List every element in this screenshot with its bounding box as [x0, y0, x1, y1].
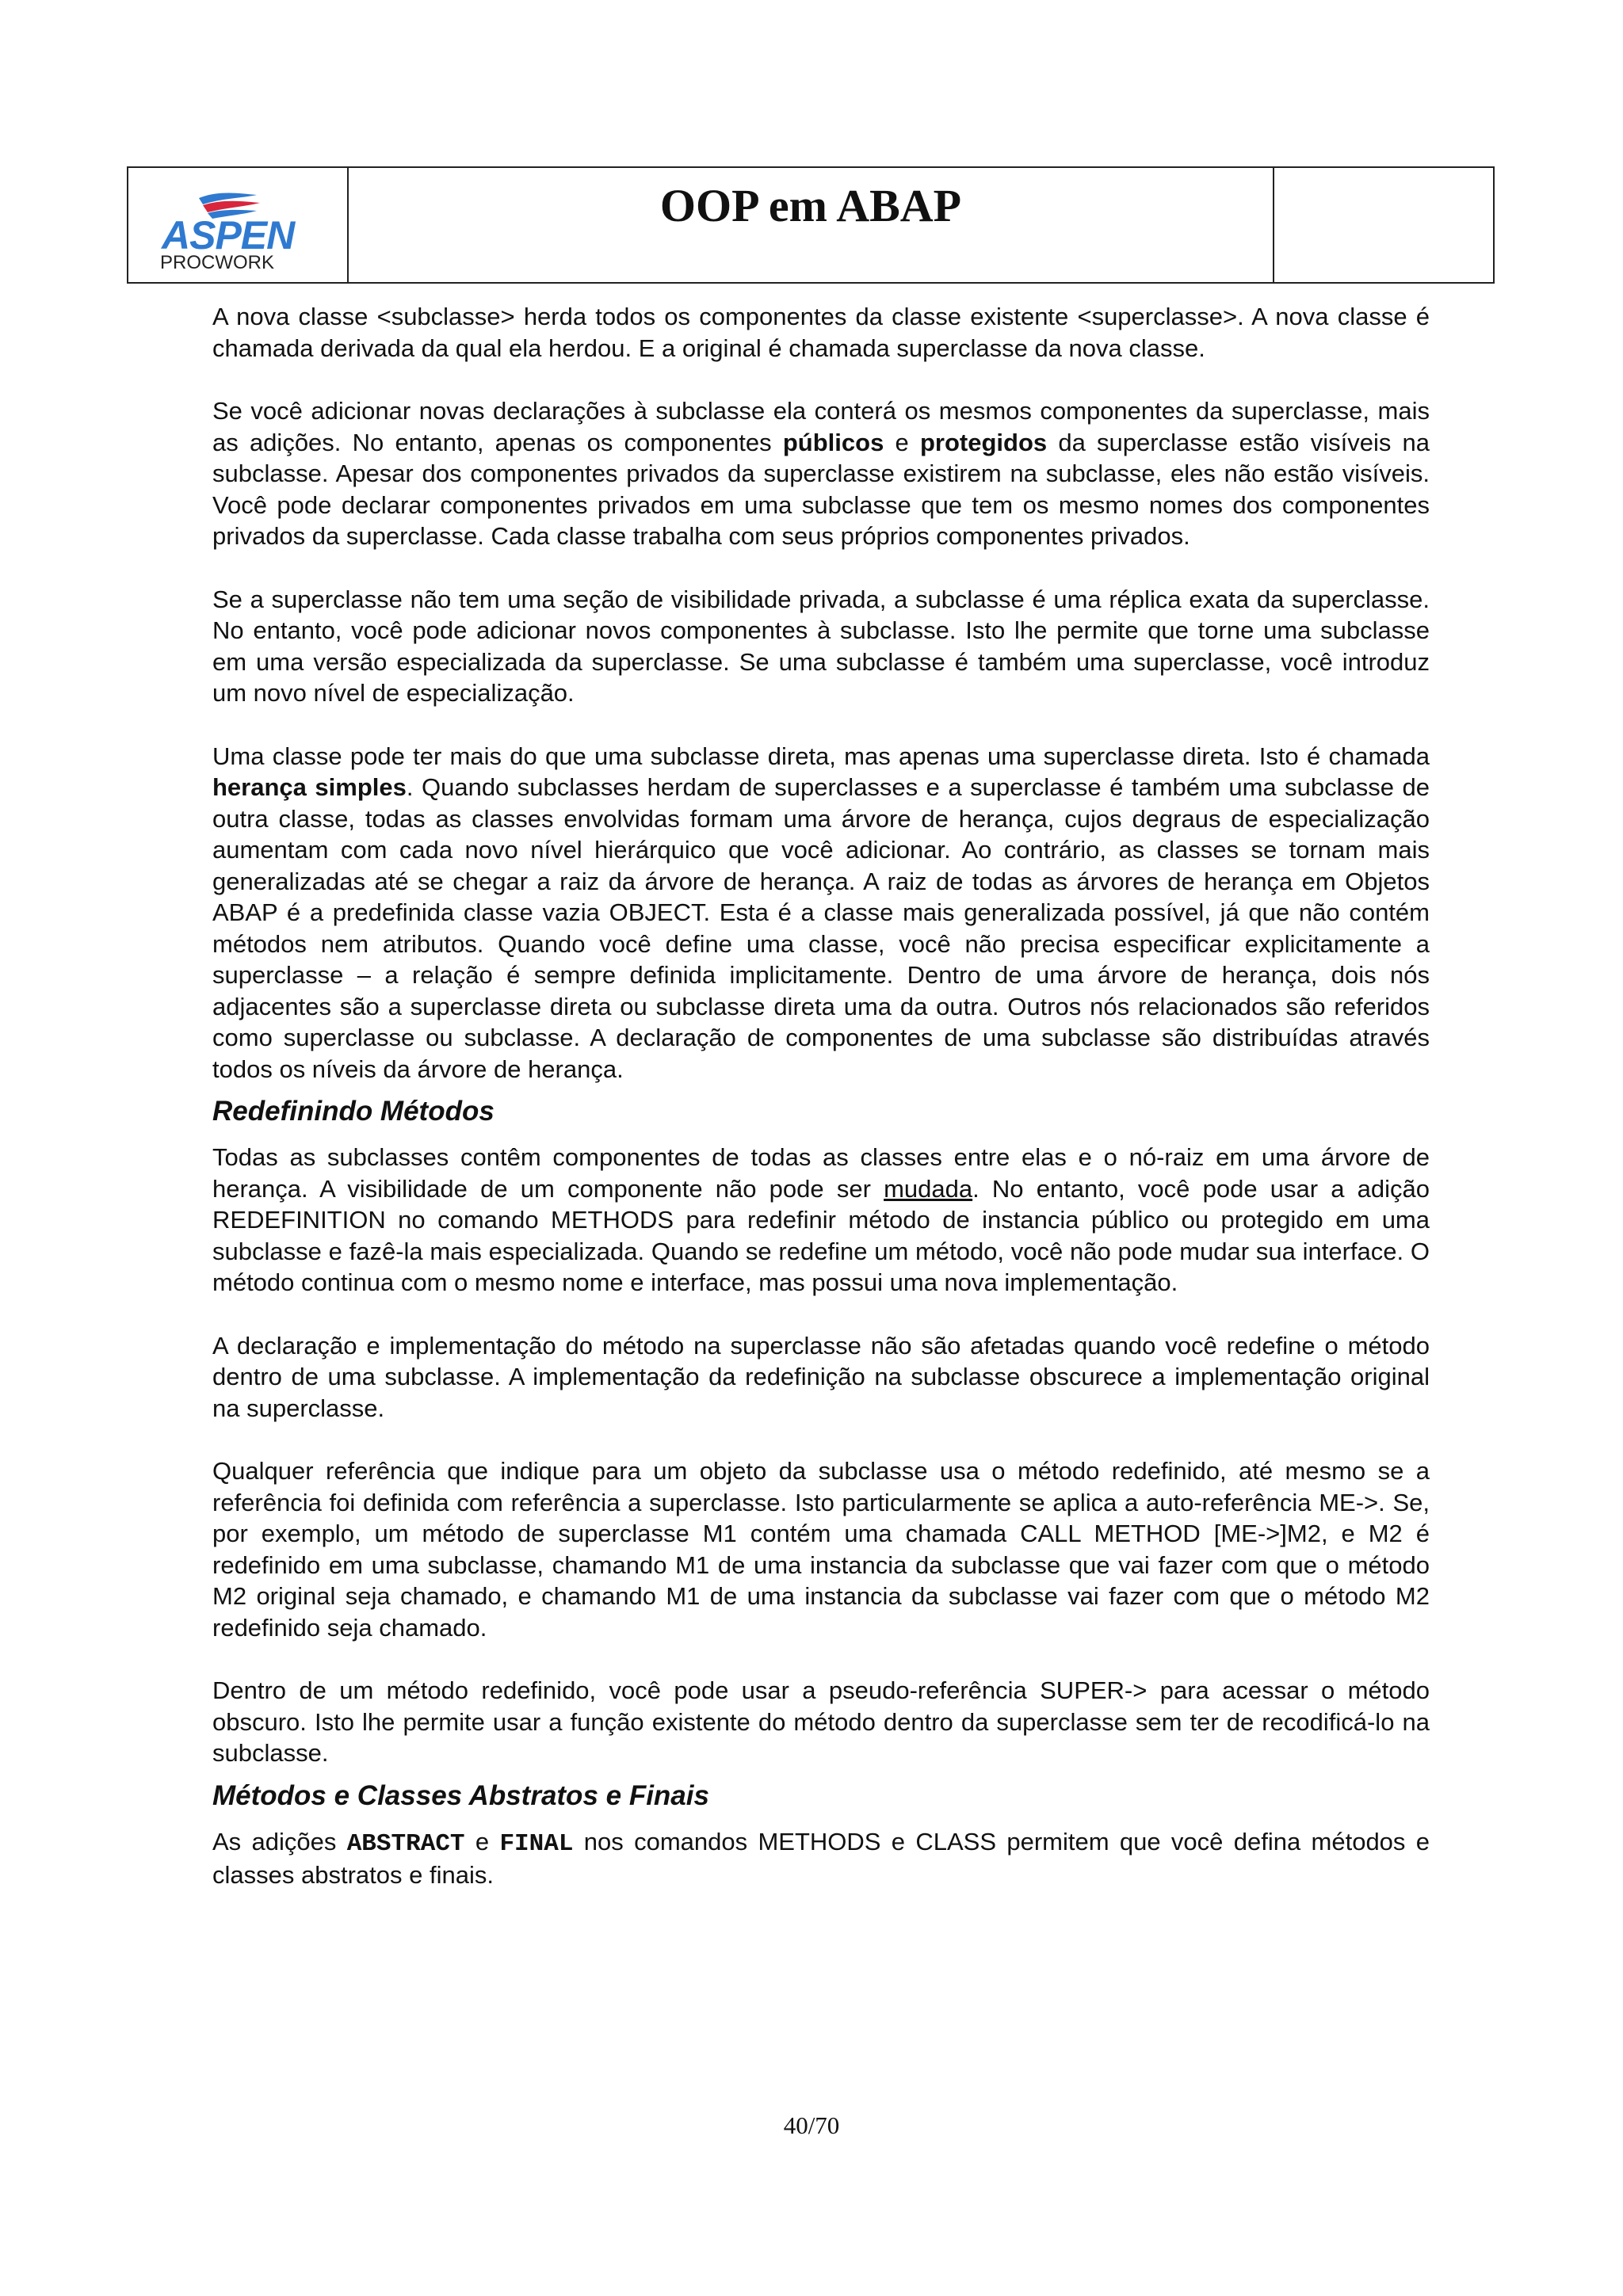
- paragraph-1: A nova classe <subclasse> herda todos os componentes da classe existente <superclasse>. A nova classe é chamada derivada da qual ela herdou. E a original é chamada superclasse da nova classe.: [212, 303, 1430, 362]
- paragraph-6: A declaração e implementação do método na superclasse não são afetadas quando você redefine o método dentro de uma subclasse. A implementação da redefinição na subclasse obscurece a implementação original na superclasse.: [212, 1331, 1430, 1422]
- document-body: [212, 301, 1430, 1923]
- text-run: Uma classe pode ter mais do que uma subclasse direta, mas apenas uma superclasse direta. Isto é chamada: [212, 742, 1430, 770]
- header-empty-cell: [1274, 168, 1493, 282]
- logo-cell: [128, 168, 349, 282]
- bold-term-heranca-simples: herança simples: [212, 773, 407, 801]
- text-run: e: [464, 1827, 500, 1855]
- keyword-abstract: ABSTRACT: [346, 1829, 465, 1858]
- paragraph-7: Qualquer referência que indique para um objeto da subclasse usa o método redefinido, até mesmo se a referência foi definida com referência a superclasse. Isto particularmente se aplica a auto-referência ME->. Se, por exemplo, um método de superclasse M1 contém uma chamada CALL METHOD [ME->]M2, e M2 é redefinido em uma subclasse, chamando M1 de uma instancia da subclasse que vai fazer com que o método M2 original seja chamado, e chamando M1 de uma instancia da subclasse vai fazer com que o método M2 redefinido seja chamado.: [212, 1457, 1430, 1642]
- title-cell: [349, 168, 1274, 282]
- underlined-term-mudada: mudada: [884, 1174, 973, 1203]
- text-run: Todas as subclasses contêm componentes de todas as classes entre elas e o nó-raiz em uma árvore de herança. A visibilidade de um componente não pode ser: [212, 1143, 1430, 1203]
- text-run: . No entanto, você pode usar a adição REDEFINITION no comando METHODS para redefinir método de instancia público ou protegido em uma subclasse e fazê-la mais especializada. Quando se redefine um método, você não pode mudar sua interface. O método continua com o mesmo nome e interface, mas possui uma nova implementação.: [212, 1174, 1430, 1296]
- text-run: nos comandos METHODS e CLASS permitem que você defina métodos e classes abstratos e finais.: [212, 1827, 1430, 1889]
- logo-aspen-text: ASPEN: [162, 213, 295, 257]
- text-run: e: [884, 428, 920, 456]
- page-number: 40/70: [783, 2111, 840, 2139]
- section-heading-metodos-abstratos: Métodos e Classes Abstratos e Finais: [212, 1779, 709, 1811]
- paragraph-4: [212, 741, 1430, 1085]
- paragraph-5: [212, 1142, 1430, 1299]
- logo-procwork-text: PROCWORK: [160, 252, 274, 273]
- text-run: da superclasse estão visíveis na subclasse. Apesar dos componentes privados da superclasse existirem na subclasse, eles não estão visíveis. Você pode declarar componentes privados em uma subclasse que tem os mesmo nomes dos componentes privados da superclasse. Cada classe trabalha com seus próprios componentes privados.: [212, 428, 1430, 550]
- text-run: Se você adicionar novas declarações à subclasse ela conterá os mesmos componentes da superclasse, mais as adições. No entanto, apenas os componentes: [212, 397, 1430, 456]
- bold-term-publicos: públicos: [782, 428, 884, 456]
- paragraph-3: Se a superclasse não tem uma seção de visibilidade privada, a subclasse é uma réplica exata da superclasse. No entanto, você pode adicionar novos componentes à subclasse. Isto lhe permite que torne uma subclasse em uma versão especializada da superclasse. Se uma subclasse é também uma superclasse, você introduz um novo nível de especialização.: [212, 585, 1430, 707]
- bold-term-protegidos: protegidos: [919, 428, 1048, 456]
- keyword-final: FINAL: [499, 1829, 574, 1858]
- text-run: As adições: [212, 1827, 347, 1855]
- page-header: [127, 166, 1495, 284]
- section-heading-redefinindo-metodos: Redefinindo Métodos: [212, 1096, 495, 1127]
- document-title: OOP em ABAP: [659, 180, 962, 231]
- paragraph-8: Dentro de um método redefinido, você pode usar a pseudo-referência SUPER-> para acessar o método obscuro. Isto lhe permite usar a função existente do método dentro da superclasse sem ter de recodificá-lo na subclasse.: [212, 1676, 1430, 1767]
- paragraph-2: [212, 395, 1430, 552]
- text-run: . Quando subclasses herdam de superclasses e a superclasse é também uma subclasse de outra classe, todas as classes envolvidas formam uma árvore de herança, cujos degraus de especialização aumentam com cada novo nível hierárquico que você adicionar. Ao contrário, as classes se tornam mais generalizadas até se chegar a raiz da árvore de herança. A raiz de todas as árvores de herança em Objetos ABAP é a predefinida classe vazia OBJECT. Esta é a classe mais generalizada possível, já que não contém métodos nem atributos. Quando você define uma classe, você não precisa especificar explicitamente a superclasse – a relação é sempre definida implicitamente. Dentro de uma árvore de herança, dois nós adjacentes são a superclasse direta ou subclasse direta uma da outra. Outros nós relacionados são referidos como superclasse ou subclasse. A declaração de componentes de uma subclasse são distribuídas através todos os níveis da árvore de herança.: [212, 773, 1430, 1083]
- paragraph-9: [212, 1826, 1430, 1891]
